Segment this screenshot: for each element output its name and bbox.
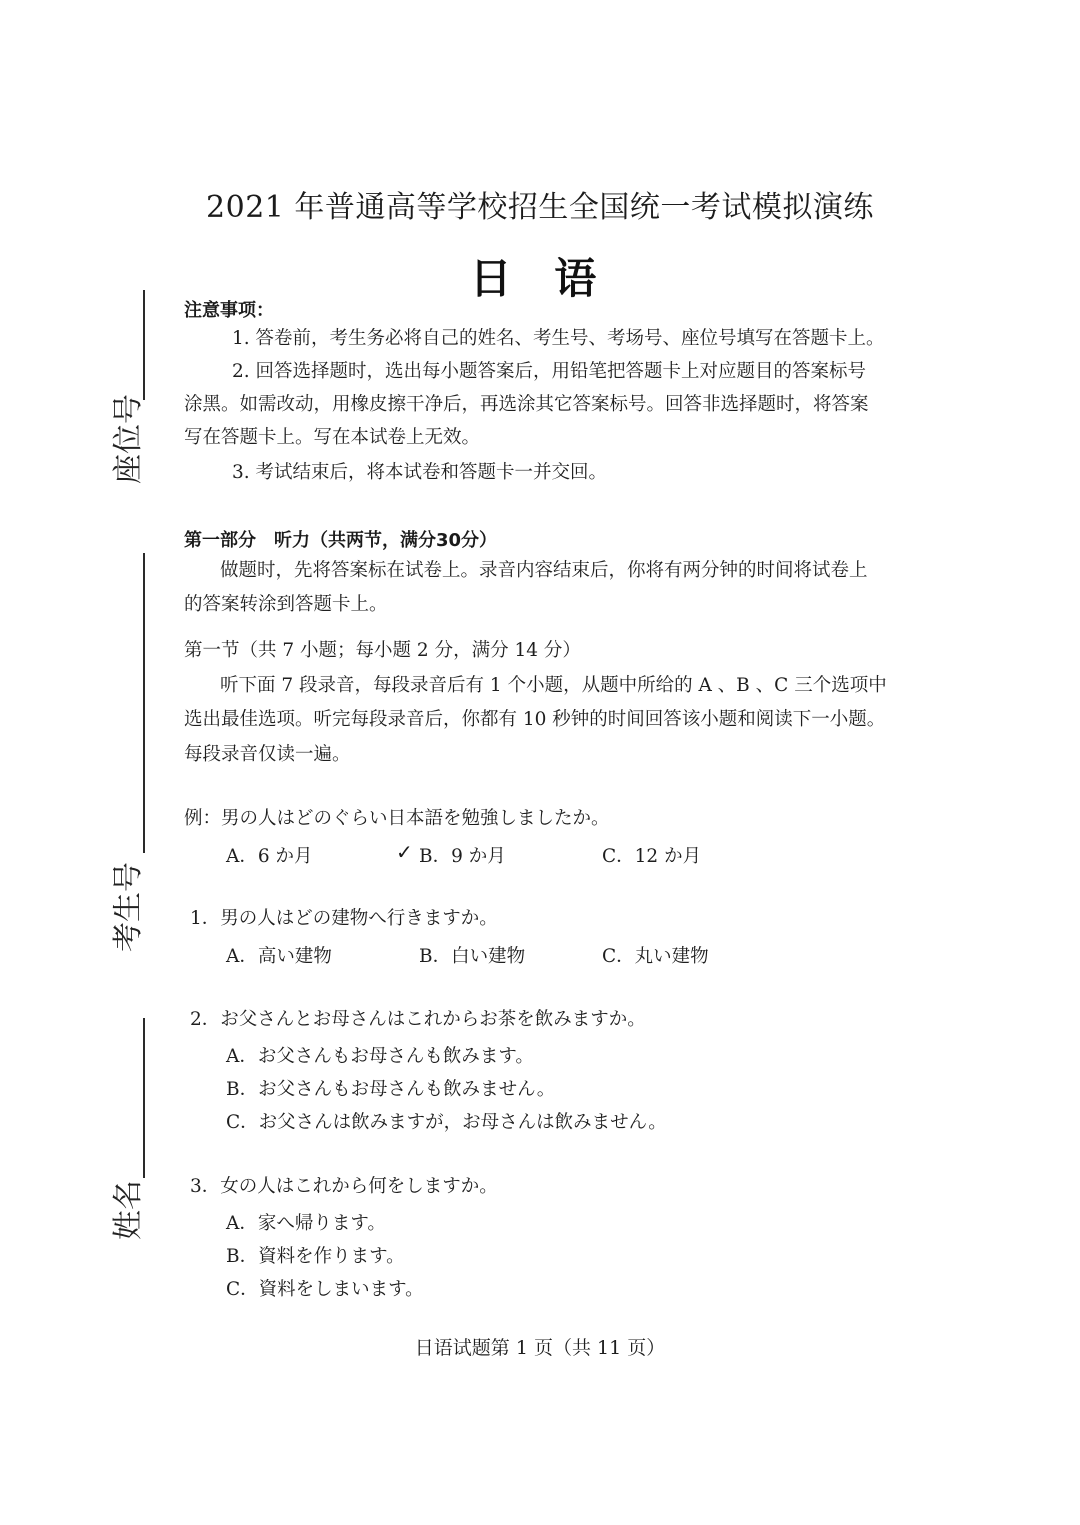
part1-intro-line-2: 的答案转涂到答题卡上。	[184, 594, 388, 615]
question-2-option-b: B．お父さんもお母さんも飲みません。	[226, 1079, 556, 1100]
notice-item-2-line-1: 2. 回答选择题时，选出每小题答案后，用铅笔把答题卡上对应题目的答案标号	[232, 361, 867, 382]
seat-number-label: 座位号	[111, 394, 146, 484]
question-3: 3．女の人はこれから何をしますか。	[190, 1176, 498, 1197]
question-1-option-c: C．丸い建物	[602, 946, 709, 967]
question-2: 2．お父さんとお母さんはこれからお茶を飲みますか。	[190, 1009, 646, 1030]
question-1-option-b: B．白い建物	[419, 946, 526, 967]
part1-intro-line-1: 做题时，先将答案标在试卷上。录音内容结束后，你将有两分钟的时间将试卷上	[220, 560, 868, 581]
exam-number-line	[143, 553, 145, 853]
notice-item-1: 1. 答卷前，考生务必将自己的姓名、考生号、考场号、座位号填写在答题卡上。	[232, 328, 885, 349]
example-option-a: A．6 か月	[226, 846, 313, 867]
check-mark-icon: ✓	[396, 840, 413, 864]
notice-item-2-line-3: 写在答题卡上。写在本试卷上无效。	[184, 427, 481, 448]
notice-heading: 注意事项：	[184, 300, 274, 321]
notice-item-3: 3. 考试结束后，将本试卷和答题卡一并交回。	[232, 462, 608, 483]
question-1: 1．男の人はどの建物へ行きますか。	[190, 908, 498, 929]
section1-intro-line-1: 听下面 7 段录音，每段录音后有 1 个小题，从题中所给的 A 、B 、C 三个选项中	[220, 675, 887, 696]
question-3-option-a: A．家へ帰ります。	[226, 1213, 386, 1234]
question-1-option-a: A．高い建物	[226, 946, 332, 967]
subject-title: 日 语	[469, 254, 611, 303]
exam-number-label: 考生号	[111, 862, 146, 952]
notice-item-2-line-2: 涂黑。如需改动，用橡皮擦干净后，再选涂其它答案标号。回答非选择题时，将答案	[184, 394, 869, 415]
section1-heading: 第一节（共 7 小题；每小题 2 分，满分 14 分）	[184, 640, 581, 661]
name-label: 姓名	[111, 1180, 146, 1240]
name-line	[143, 1018, 145, 1178]
example-option-c: C．12 か月	[602, 846, 702, 867]
example-option-b: B．9 か月	[419, 846, 506, 867]
section1-intro-line-2: 选出最佳选项。听完每段录音后，你都有 10 秒钟的时间回答该小题和阅读下一小题。	[184, 709, 886, 730]
page-footer: 日语试题第 1 页（共 11 页）	[414, 1337, 666, 1359]
question-3-option-b: B．資料を作ります。	[226, 1246, 405, 1267]
question-2-option-c: C．お父さんは飲みますが，お母さんは飲みません。	[226, 1112, 667, 1133]
exam-title: 2021 年普通高等学校招生全国统一考试模拟演练	[206, 190, 874, 225]
part1-heading: 第一部分 听力（共两节，满分30分）	[184, 530, 498, 551]
seat-number-line	[143, 290, 145, 400]
section1-intro-line-3: 每段录音仅读一遍。	[184, 744, 351, 765]
question-2-option-a: A．お父さんもお母さんも飲みます。	[226, 1046, 534, 1067]
question-3-option-c: C．資料をしまいます。	[226, 1279, 424, 1300]
example-question: 例：男の人はどのぐらい日本語を勉強しましたか。	[184, 808, 610, 829]
